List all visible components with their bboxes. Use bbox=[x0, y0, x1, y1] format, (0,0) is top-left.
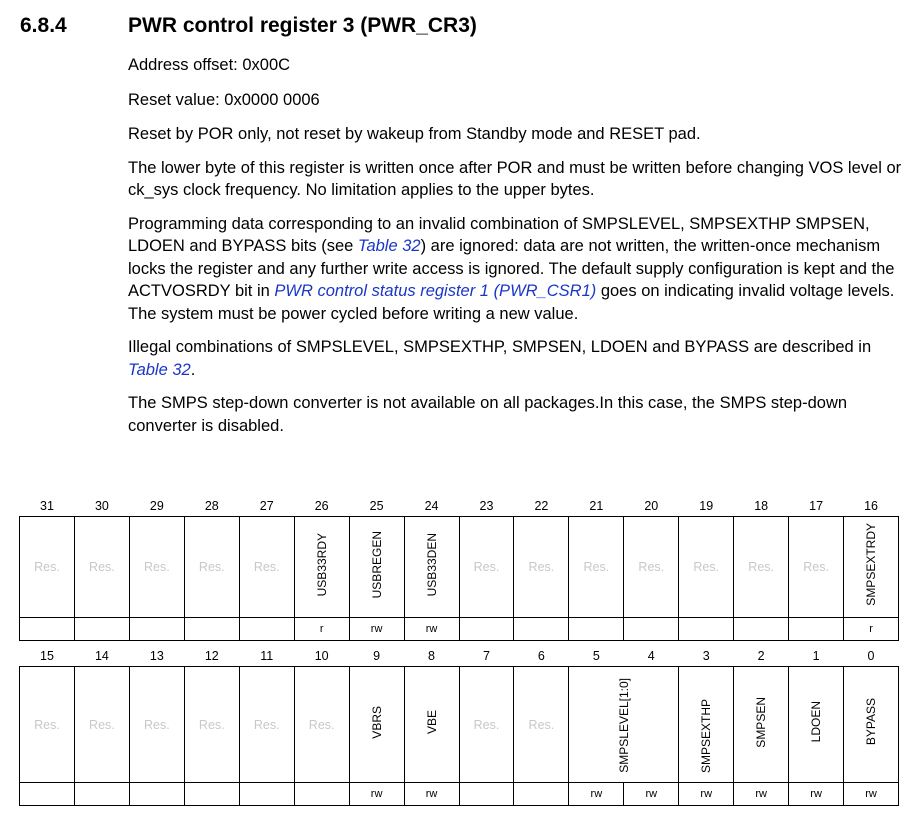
access-type bbox=[514, 618, 569, 641]
bit-number: 1 bbox=[812, 648, 820, 663]
access-type bbox=[239, 618, 294, 641]
reserved-field: Res. bbox=[184, 667, 239, 783]
register-table-low bbox=[19, 645, 899, 806]
bit-number-row-low bbox=[20, 645, 899, 667]
bit-number: 11 bbox=[260, 648, 274, 663]
smps-note: The SMPS step-down converter is not available on all packages.In this case, the SMPS step-down converter is disabled. bbox=[128, 394, 848, 435]
bit-number: 18 bbox=[754, 498, 769, 513]
access-type bbox=[184, 783, 239, 806]
reserved-field: Res. bbox=[239, 667, 294, 783]
access-row-low bbox=[20, 783, 899, 806]
field-usbregen: USBREGEN bbox=[349, 517, 404, 618]
field-vbe: VBE bbox=[404, 667, 459, 783]
access-type: rw bbox=[679, 783, 734, 806]
access-type: rw bbox=[734, 783, 789, 806]
bit-number: 16 bbox=[864, 498, 878, 513]
illegal-text-1: Illegal combinations of SMPSLEVEL, SMPSEXTHP, SMPSEN, LDOEN and BYPASS are described in bbox=[128, 338, 872, 356]
bit-number: 26 bbox=[314, 498, 329, 513]
programming-text-1: Programming data corresponding to an invalid combination of SMPSLEVEL, SMPSEXTHP SMPSEN, LDOEN and BYPASS bits (see bbox=[128, 214, 870, 255]
access-type bbox=[129, 618, 184, 641]
bit-number: 28 bbox=[204, 498, 219, 513]
reserved-field: Res. bbox=[20, 667, 75, 783]
access-type: rw bbox=[844, 783, 899, 806]
bit-number: 27 bbox=[259, 498, 274, 513]
access-type bbox=[459, 618, 514, 641]
access-type bbox=[74, 783, 129, 806]
field-smpsexthp: SMPSEXTHP bbox=[679, 667, 734, 783]
reserved-field: Res. bbox=[459, 667, 514, 783]
address-offset: Address offset: 0x00C bbox=[128, 56, 291, 74]
bit-number: 24 bbox=[424, 498, 439, 513]
access-type bbox=[734, 618, 789, 641]
bit-number: 10 bbox=[314, 648, 329, 663]
field-usb33rdy: USB33RDY bbox=[294, 517, 349, 618]
access-type: rw bbox=[349, 783, 404, 806]
reserved-field: Res. bbox=[129, 667, 184, 783]
access-type bbox=[184, 618, 239, 641]
access-type bbox=[679, 618, 734, 641]
bit-number-row-high bbox=[20, 495, 899, 517]
programming-text-3: goes on indicating invalid voltage levels. The system must be power cycled before writing a new value. bbox=[128, 282, 895, 323]
bit-number: 5 bbox=[592, 648, 600, 663]
bit-number: 25 bbox=[369, 498, 384, 513]
bit-number: 30 bbox=[94, 498, 109, 513]
reserved-field: Res. bbox=[514, 667, 569, 783]
field-vbrs: VBRS bbox=[349, 667, 404, 783]
table-32-link-2[interactable]: Table 32 bbox=[128, 360, 191, 379]
bit-number: 13 bbox=[149, 648, 164, 663]
bit-number: 3 bbox=[702, 648, 710, 663]
reset-by: Reset by POR only, not reset by wakeup from Standby mode and RESET pad. bbox=[128, 125, 701, 143]
access-row-high bbox=[20, 618, 899, 641]
access-type: rw bbox=[349, 618, 404, 641]
access-type bbox=[74, 618, 129, 641]
access-type: r bbox=[294, 618, 349, 641]
bit-number: 21 bbox=[589, 498, 604, 513]
section-title: PWR control register 3 (PWR_CR3) bbox=[128, 14, 477, 37]
programming-note bbox=[128, 213, 913, 326]
reserved-field: Res. bbox=[679, 517, 734, 618]
reserved-field: Res. bbox=[734, 517, 789, 618]
reserved-field: Res. bbox=[20, 517, 75, 618]
field-smpslevel: SMPSLEVEL[1:0] bbox=[569, 667, 679, 783]
bit-number: 20 bbox=[644, 498, 659, 513]
field-bypass: BYPASS bbox=[844, 667, 899, 783]
field-ldoen: LDOEN bbox=[789, 667, 844, 783]
access-type bbox=[20, 783, 75, 806]
field-smpsen: SMPSEN bbox=[734, 667, 789, 783]
bit-number: 17 bbox=[809, 498, 824, 513]
access-type bbox=[129, 783, 184, 806]
reserved-field: Res. bbox=[74, 667, 129, 783]
access-type: rw bbox=[404, 783, 459, 806]
field-smpsextrdy: SMPSEXTRDY bbox=[844, 517, 899, 618]
reserved-field: Res. bbox=[569, 517, 624, 618]
access-type bbox=[624, 618, 679, 641]
bit-number: 12 bbox=[204, 648, 219, 663]
reserved-field: Res. bbox=[294, 667, 349, 783]
bit-number: 6 bbox=[537, 648, 545, 663]
bit-number: 2 bbox=[757, 648, 765, 663]
bit-number: 4 bbox=[647, 648, 655, 663]
access-type: r bbox=[844, 618, 899, 641]
illegal-combinations-note bbox=[128, 336, 913, 381]
field-row-low bbox=[20, 667, 899, 783]
reserved-field: Res. bbox=[184, 517, 239, 618]
reset-value: Reset value: 0x0000 0006 bbox=[128, 90, 320, 109]
access-type: rw bbox=[569, 783, 624, 806]
access-type: rw bbox=[789, 783, 844, 806]
programming-text-2: ) are ignored: data are not written, the written-once mechanism locks the register and any further write access is ignored. The default supply configuration is kept and the ACTVOSRDY bit in bbox=[128, 237, 895, 300]
bit-number: 9 bbox=[373, 648, 381, 663]
access-type bbox=[514, 783, 569, 806]
field-row-high bbox=[20, 517, 899, 618]
reserved-field: Res. bbox=[624, 517, 679, 618]
reserved-field: Res. bbox=[239, 517, 294, 618]
bit-number: 22 bbox=[534, 498, 549, 513]
bit-number: 15 bbox=[40, 648, 54, 663]
bit-number: 31 bbox=[40, 498, 54, 513]
bit-number: 29 bbox=[149, 498, 164, 513]
access-type: rw bbox=[624, 783, 679, 806]
bit-number: 14 bbox=[94, 648, 109, 663]
access-type bbox=[239, 783, 294, 806]
reserved-field: Res. bbox=[459, 517, 514, 618]
section-number: 6.8.4 bbox=[20, 14, 67, 37]
pwr-csr1-link[interactable]: PWR control status register 1 (PWR_CSR1) bbox=[274, 282, 597, 300]
bit-number: 19 bbox=[699, 498, 714, 513]
lower-byte-note: The lower byte of this register is written once after POR and must be written before changing VOS level or ck_sys clock frequency. No limitation applies to the upper bytes. bbox=[128, 158, 902, 199]
field-usb33den: USB33DEN bbox=[404, 517, 459, 618]
access-type bbox=[789, 618, 844, 641]
bit-number: 8 bbox=[428, 648, 435, 663]
bit-number: 0 bbox=[867, 648, 875, 663]
bit-number: 23 bbox=[479, 498, 494, 513]
access-type: rw bbox=[404, 618, 459, 641]
access-type bbox=[569, 618, 624, 641]
access-type bbox=[294, 783, 349, 806]
access-type bbox=[20, 618, 75, 641]
table-32-link[interactable]: Table 32 bbox=[357, 237, 421, 255]
access-type bbox=[459, 783, 514, 806]
reserved-field: Res. bbox=[74, 517, 129, 618]
bit-number: 7 bbox=[482, 648, 490, 663]
reserved-field: Res. bbox=[514, 517, 569, 618]
illegal-text-2: . bbox=[190, 360, 196, 379]
reserved-field: Res. bbox=[129, 517, 184, 618]
register-description bbox=[128, 54, 913, 448]
reserved-field: Res. bbox=[789, 517, 844, 618]
register-table-high bbox=[19, 495, 899, 641]
